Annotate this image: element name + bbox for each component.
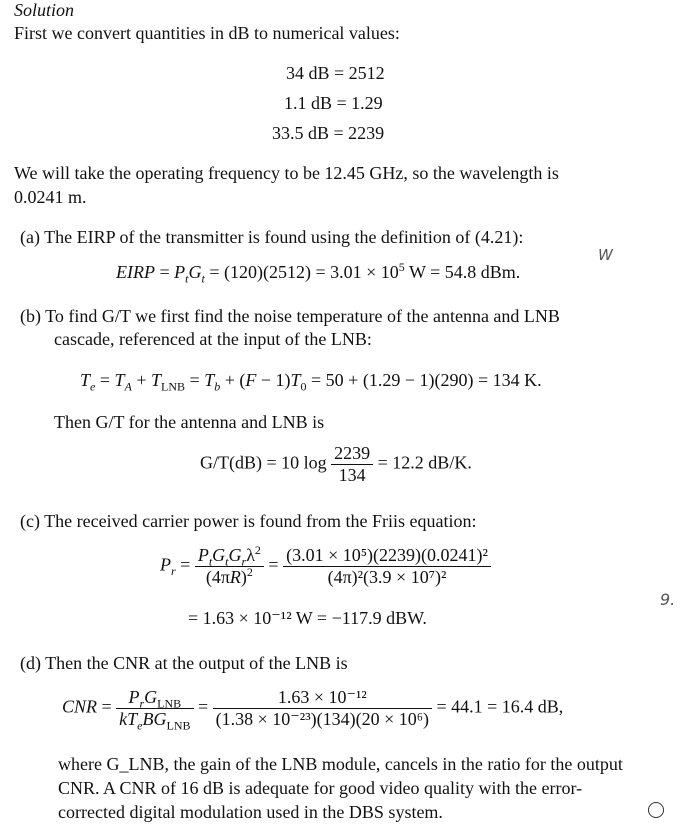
part-d-text: (d) Then the CNR at the output of the LNB is: [20, 653, 348, 673]
part-a-text: (a) The EIRP of the transmitter is found using the definition of (4.21):: [20, 227, 524, 247]
handwritten-annotation: W: [598, 246, 613, 264]
handwritten-annotation: 9.: [660, 590, 676, 609]
eirp-result: W = 54.8 dBm.: [404, 262, 521, 282]
circle-mark-icon: [648, 802, 664, 818]
solution-heading: Solution: [14, 0, 75, 20]
part-b-text: cascade, referenced at the input of the LNB:: [54, 329, 372, 349]
part-c-text: (c) The received carrier power is found from the Friis equation:: [20, 511, 477, 531]
conclusion-line: CNR. A CNR of 16 dB is adequate for good video quality with the error-: [58, 778, 583, 798]
friis-equation: $P_r$ = $\frac{P_tG_tG_r\lambda^2}{(4\pi R)^2}$ = $\frac{\text{(3.01 × 10⁵)(2239)(0.0241)²}}{\text{(4π)²(3.9 × 10⁷)²}}$: [160, 545, 491, 588]
eirp-value: (120)(2512) = 3.01 × 10: [223, 262, 399, 282]
cnr-equation: CNR = $\frac{P_rG_{LNB}}{kT_eBG_{LNB}}$ = $\frac{\text{1.63 × 10⁻¹²}}{\text{(1.38 × 10⁻²³)(134)(20 × 10⁶)}}$ = 44.1 = 16.4 dB,: [62, 687, 564, 733]
gt-equation: G/T(dB) = 10 log $\frac{2239}{134}$ = 12.2 dB/K.: [200, 443, 472, 485]
conclusion-line: corrected digital modulation used in the DBS system.: [58, 802, 443, 822]
conclusion-line: where G_LNB, the gain of the LNB module, cancels in the ratio for the output: [58, 754, 623, 774]
conversion-line: 1.1 dB = 1.29: [284, 93, 383, 113]
frequency-paragraph-line: We will take the operating frequency to be 12.45 GHz, so the wavelength is: [14, 163, 559, 183]
intro-line: First we convert quantities in dB to numerical values:: [14, 23, 400, 43]
part-b-text: (b) To find G/T we first find the noise temperature of the antenna and LNB: [20, 306, 560, 326]
frequency-paragraph-line: 0.0241 m.: [14, 187, 87, 207]
conversion-line: 34 dB = 2512: [286, 63, 385, 83]
eirp-equation: EIRP = $P_tG_t = (120)(2512) = 3.01 \times 10^5$ W = 54.8 dBm.: [116, 260, 521, 286]
gt-fraction: $\frac{2239}{134}$: [331, 443, 373, 486]
gt-intro: Then G/T for the antenna and LNB is: [54, 412, 325, 432]
received-power-result: = 1.63 × 10⁻¹² W = −117.9 dBW.: [188, 608, 427, 628]
noise-temperature-result: = 50 + (1.29 − 1)(290) = 134 K.: [311, 370, 542, 390]
conversion-line: 33.5 dB = 2239: [272, 123, 385, 143]
eirp-symbol: EIRP: [116, 262, 155, 282]
noise-temperature-equation: $T_e = T_A + T_{LNB} = T_b + (F - 1)T_0 = 50 + (1.29 - 1)(290) = 134$ K.: [80, 370, 542, 394]
